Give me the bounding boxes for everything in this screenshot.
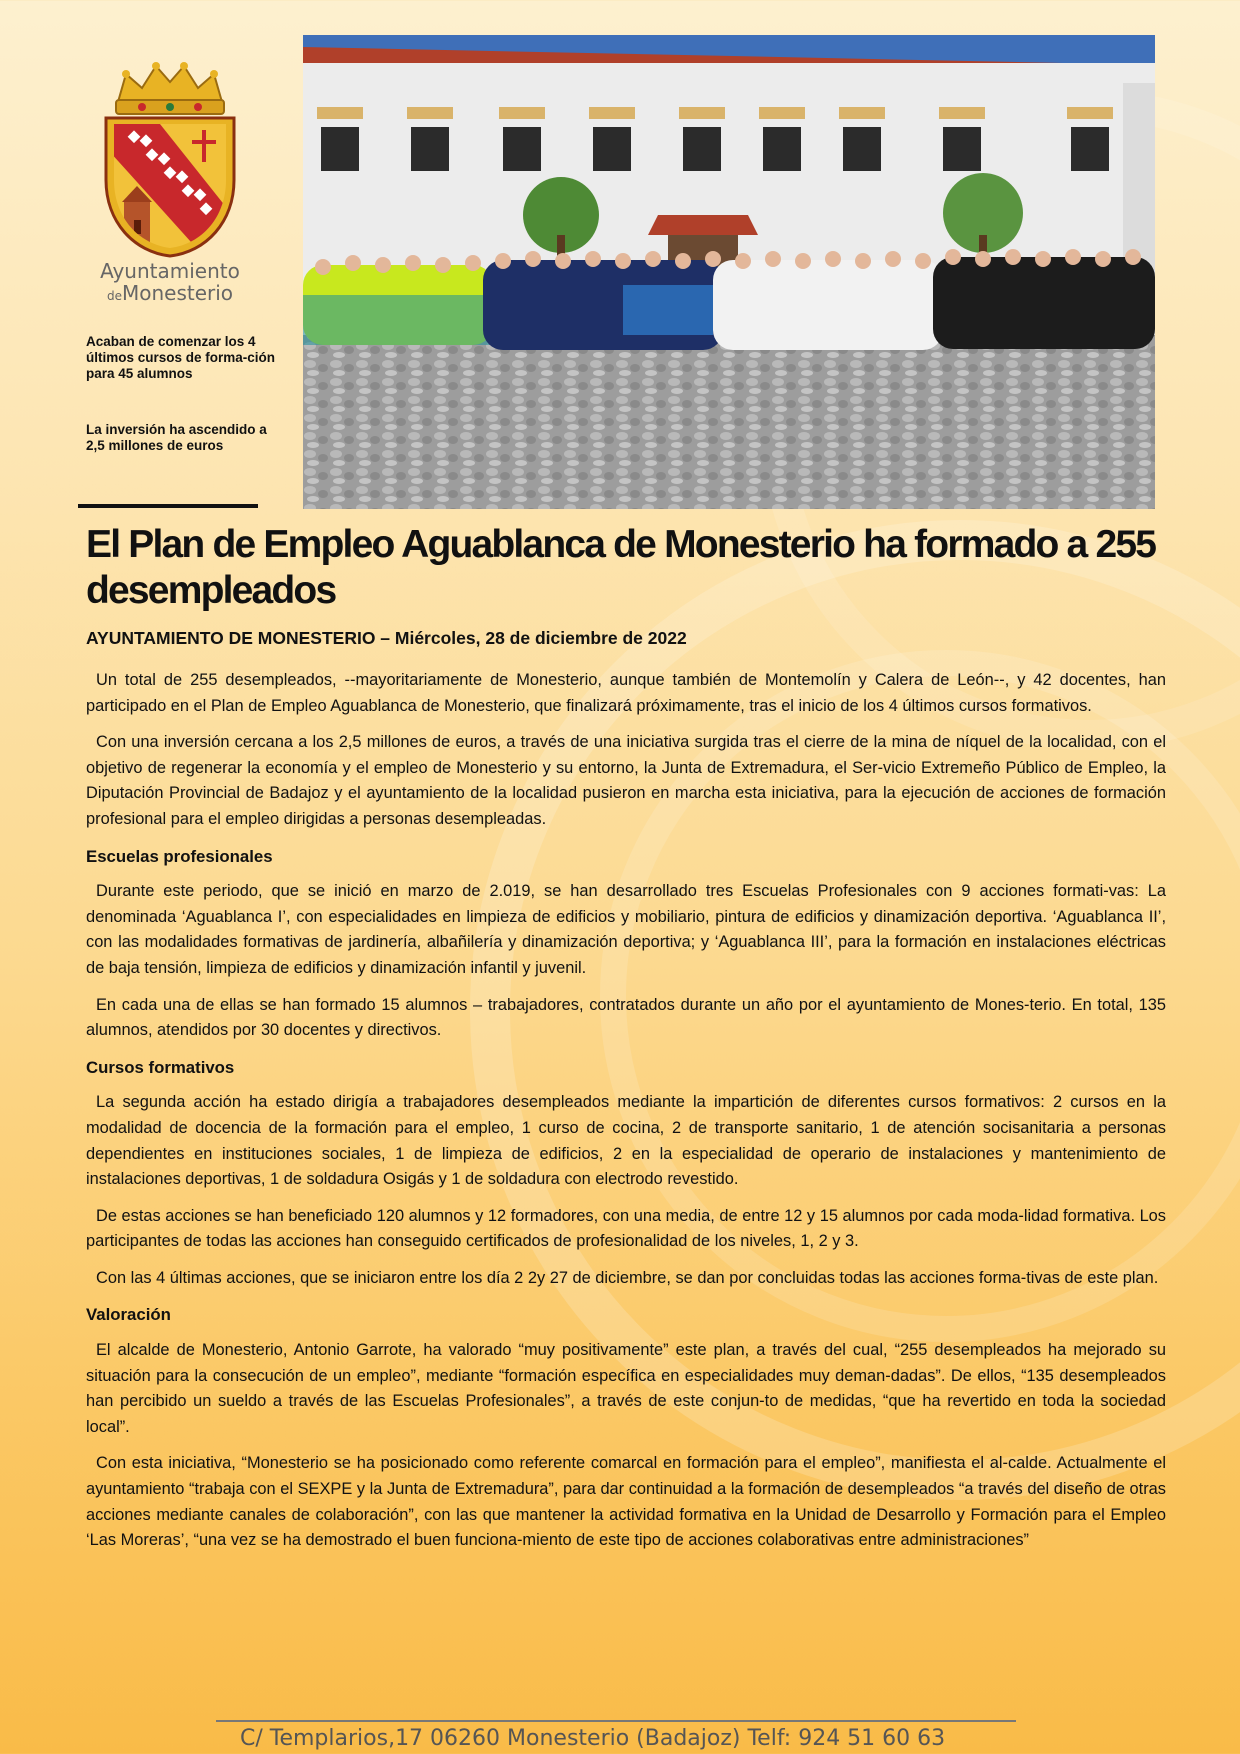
paragraph: El alcalde de Monesterio, Antonio Garrote, ha valorado “muy positivamente” este plan, a través del cual, “255 desempleados ha mejorado su situación para la consecución de un empleo”, mediante “formación específica en especialidades muy deman-dadas”. De ellos, “135 desempleados han percibido un sueldo a través de las Escuelas Profesionales”, a través de este conjun-to de medidas, “que ha revertido en toda la sociedad local”. <box>86 1341 1166 1436</box>
section-heading: Valoración <box>86 1305 171 1325</box>
paragraph: La segunda acción ha estado dirigía a trabajadores desempleados mediante la impartición de diferentes cursos formativos: 2 cursos en la modalidad de docencia de la formación para el empleo, 1 curso de cocina, 2 de transporte sanitario, 1 de atención socisanitaria a personas dependientes en instituciones sociales, 1 de limpieza de edificios, 2 en la especialidad de operario de instalaciones y mantenimiento de instalaciones deportivas, 1 de soldadura Osigás y 1 de soldadura con electrodo revestido. <box>86 1093 1166 1189</box>
logo-line2-main: Monesterio <box>121 281 234 305</box>
headline-rule <box>78 504 258 508</box>
paragraph: Durante este periodo, que se inició en marzo de 2.019, se han desarrollado tres Escuelas Profesionales con 9 acciones formati-vas: La denominada ‘Aguablanca I’, con especialidades en limpieza de edificios y mobiliario, pintura de edificios y dinamización deportiva. ‘Aguablanca II’, con las modalidades formativas de jardinería, albañilería y dinamización deportiva; y ‘Aguablanca III’, para la formación en instalaciones eléctricas de baja tensión, limpieza de edificios y dinamización infantil y juvenil. <box>86 882 1166 977</box>
logo-line1: Ayuntamiento <box>100 259 240 283</box>
paragraph: En cada una de ellas se han formado 15 alumnos – trabajadores, contratados durante un año por el ayuntamiento de Mones-terio. En total, 135 alumnos, atendidos por 30 docentes y directivos. <box>86 995 1166 1040</box>
footer-address: C/ Templarios,17 06260 Monesterio (Badajoz) Telf: 924 51 60 63 <box>240 1726 946 1751</box>
headline: El Plan de Empleo Aguablanca de Monesterio ha formado a 255 desempleados <box>86 523 1156 612</box>
section-heading: Escuelas profesionales <box>86 846 273 866</box>
paragraph: Con esta iniciativa, “Monesterio se ha posicionado como referente comarcal en formación para el empleo”, manifiesta el al-calde. Actualmente el ayuntamiento “trabaja con el SEXPE y la Junta de Extremadura”, para dar continuidad a la formación de desempleados “a través del diseño de otras acciones mediante canales de colaboración”, con las que mantener la actividad formativa en la Unidad de Desarrollo y Formación para el Empleo ‘Las Moreras’, “una vez se ha demostrado el buen funciona-miento de este tipo de acciones colaborativas entre administraciones” <box>86 1454 1166 1550</box>
paragraph: Con una inversión cercana a los 2,5 millones de euros, a través de una iniciativa surgida tras el cierre de la mina de níquel de la localidad, con el objetivo de regenerar la economía y el empleo de Monesterio y su entorno, la Junta de Extremadura, el Ser-vicio Extremeño Público de Empleo, la Diputación Provincial de Badajoz y el ayuntamiento de la localidad pusieron en marcha esta iniciativa, para la ejecución de acciones de formación profesional para el empleo dirigidas a personas desempleadas. <box>86 733 1166 828</box>
group-photo <box>303 35 1155 509</box>
sidenote-courses: Acaban de comenzar los 4 últimos cursos de forma-ción para 45 alumnos <box>86 334 276 381</box>
logo-line2-prefix: de <box>106 289 122 303</box>
paragraph: Con las 4 últimas acciones, que se iniciaron entre los día 2 2y 27 de diciembre, se dan por concluidas todas las acciones forma-tivas de este plan. <box>96 1268 1159 1287</box>
coat-of-arms-icon <box>90 62 250 258</box>
section-heading: Cursos formativos <box>86 1057 235 1077</box>
paragraph: Un total de 255 desempleados, --mayoritariamente de Monesterio, aunque también de Montemolín y Calera de León--, y 42 docentes, han participado en el Plan de Empleo Aguablanca de Monesterio, que finalizará próximamente, tras el inicio de los 4 últimos cursos formativos. <box>86 671 1166 715</box>
municipal-logo <box>90 62 250 312</box>
article-body <box>86 668 1166 1565</box>
logo-wordmark <box>90 260 250 307</box>
footer-rule <box>216 1720 1016 1722</box>
sidenote-investment: La inversión ha ascendido a 2,5 millones de euros <box>86 422 267 453</box>
byline: AYUNTAMIENTO DE MONESTERIO – Miércoles, 28 de diciembre de 2022 <box>86 628 687 648</box>
paragraph: De estas acciones se han beneficiado 120 alumnos y 12 formadores, con una media, de entre 12 y 15 alumnos por cada moda-lidad formativa. Los participantes de todas las acciones han conseguido certificados de profesionalidad de los niveles, 1, 2 y 3. <box>86 1206 1166 1251</box>
